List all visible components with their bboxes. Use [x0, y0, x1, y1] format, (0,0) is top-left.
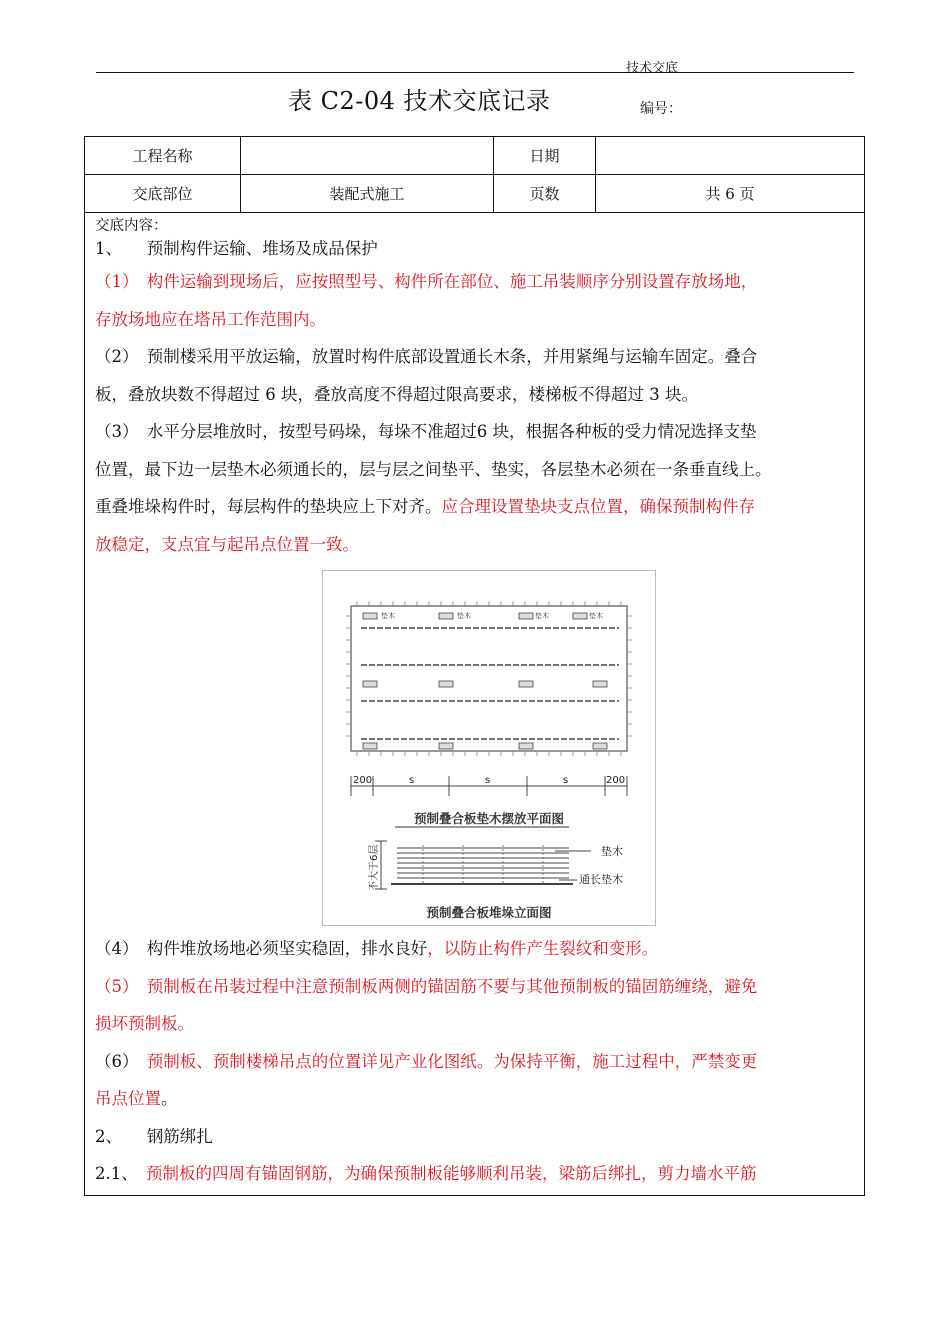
- pages-value: 共 6 页: [705, 185, 755, 203]
- pad-label-4: 垫木: [589, 612, 603, 620]
- part-value: 装配式施工: [241, 175, 494, 212]
- info-row-1: [85, 137, 864, 175]
- para-2-1-red: 预制板的四周有锚固钢筋，为确保预制板能够顺利吊装，梁筋后绑扎，剪力墙水平筋: [146, 1164, 757, 1183]
- record-form: [84, 136, 865, 1196]
- para-3-line-1: （3） 水平分层堆放时，按型号码垛，每垛不准超过6 块，根据各种板的受力情况选择支垫: [95, 422, 757, 441]
- pad-label-3: 垫木: [535, 612, 549, 620]
- elevation-pad-label: 垫木: [601, 845, 623, 858]
- project-name-label: 工程名称: [85, 137, 241, 174]
- para-3-line-4: 放稳定，支点宜与起吊点位置一致。: [95, 534, 359, 554]
- para-4: [95, 930, 859, 968]
- part-label: 交底部位: [85, 175, 241, 212]
- para-3-line-3-black: 重叠堆垛构件时，每层构件的垫块应上下对齐。: [95, 497, 442, 516]
- para-6-line-2-red: 吊点位置: [95, 1089, 161, 1108]
- para-6-line-2-black: 。: [161, 1089, 178, 1108]
- project-name-value: [241, 137, 494, 174]
- document-title: 表 C2-04 技术交底记录: [288, 87, 551, 115]
- dim-s-2: s: [485, 775, 491, 786]
- content-body-lower: [95, 930, 859, 1193]
- para-3-line-3: [95, 488, 859, 526]
- date-label: 日期: [494, 137, 596, 174]
- para-6-line-1-black: （6）: [95, 1051, 147, 1071]
- pages-label: 页数: [494, 175, 596, 212]
- para-1-line-2: 存放场地应在塔吊工作范围内。: [95, 309, 326, 329]
- dim-s-3: s: [563, 775, 569, 786]
- section-1-heading: 1、 预制构件运输、堆场及成品保护: [95, 239, 378, 258]
- para-3-line-3-red: 应合理设置垫块支点位置，确保预制构件存: [441, 497, 755, 516]
- para-6-line-1-red: 预制板、预制楼梯吊点的位置详见产业化图纸。为保持平衡，施工过程中，严禁变更: [146, 1051, 758, 1071]
- para-3-line-2: 位置，最下边一层垫木必须通长的，层与层之间垫平、垫实，各层垫木必须在一条垂直线上。: [95, 459, 772, 479]
- plan-caption: 预制叠合板垫木摆放平面图: [413, 811, 565, 826]
- stacking-figure: [322, 570, 656, 926]
- max-layers-label: 不大于6层: [369, 844, 380, 891]
- dim-right: 200: [606, 775, 626, 786]
- content-body: [95, 217, 859, 563]
- pad-label-2: 垫木: [457, 612, 471, 620]
- pad-label-1: 垫木: [381, 612, 395, 620]
- info-row-2: [85, 175, 864, 213]
- header-label: 技术交底: [626, 61, 679, 76]
- para-4-red: ，以防止构件产生裂纹和变形。: [427, 939, 659, 958]
- elevation-view: [375, 841, 591, 889]
- para-5-line-2: 损坏预制板。: [95, 1014, 194, 1033]
- para-4-black: （4） 构件堆放场地必须坚实稳固，排水良好: [95, 939, 428, 958]
- date-value: [596, 137, 864, 174]
- elevation-long-pad-label: 通长垫木: [579, 873, 623, 886]
- header-rule: [96, 72, 854, 73]
- para-6-line-1: [95, 1043, 859, 1081]
- dim-left: 200: [353, 775, 373, 786]
- para-2-1: [95, 1155, 859, 1193]
- section-2-heading: 2、 钢筋绑扎: [95, 1126, 213, 1146]
- para-1-line-1: （1） 构件运输到现场后，应按照型号、构件所在部位、施工吊装顺序分别设置存放场地，: [95, 272, 758, 291]
- para-6-line-2: [95, 1080, 859, 1118]
- plan-view: [346, 601, 632, 756]
- content-label: 交底内容：: [95, 218, 168, 234]
- elevation-caption: 预制叠合板堆垛立面图: [426, 905, 552, 920]
- dim-s-1: s: [409, 775, 415, 786]
- para-2-line-1: （2） 预制楼采用平放运输，放置时构件底部设置通长木条，并用紧绳与运输车固定。叠合: [95, 347, 758, 366]
- para-2-1-black: 2.1、: [95, 1164, 146, 1183]
- number-label: 编号：: [640, 101, 682, 117]
- para-2-line-2: 板，叠放块数不得超过 6 块，叠放高度不得超过限高要求，楼梯板不得超过 3 块。: [95, 384, 698, 404]
- stacking-diagram: [323, 571, 657, 927]
- para-5-line-1: （5） 预制板在吊装过程中注意预制板两侧的锚固筋不要与其他预制板的锚固筋缠绕，避免: [95, 976, 758, 996]
